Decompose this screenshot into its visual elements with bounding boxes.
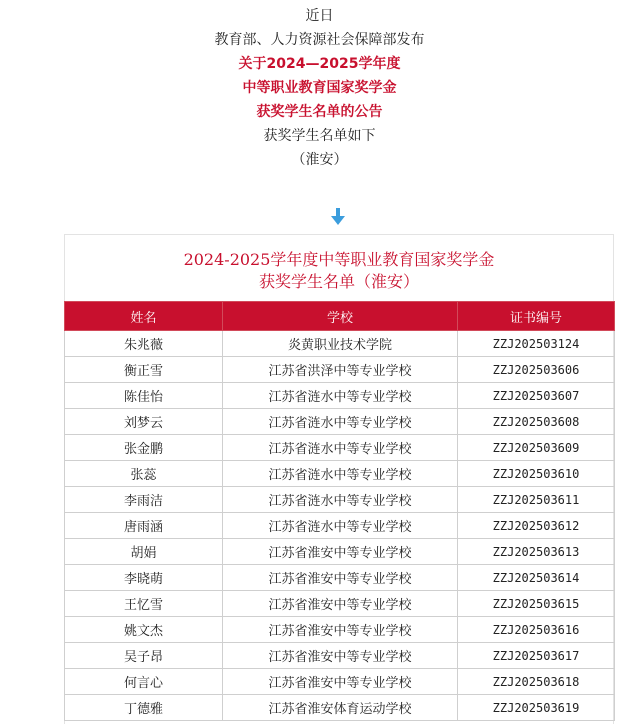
publisher-text: 教育部、人力资源社会保障部发布 [214, 32, 425, 48]
headline-line-3: 获奖学生名单的公告 [256, 104, 383, 120]
certificate-number-cell: ZZJ202503617 [458, 643, 615, 669]
card-title-line-1: 2024-2025学年度中等职业教育国家奖学金 [183, 250, 495, 269]
certificate-number-cell: ZZJ202503608 [458, 409, 615, 435]
student-name-cell: 李晓萌 [65, 565, 223, 591]
certificate-number-cell: ZZJ202503619 [458, 695, 615, 721]
table-row [65, 435, 615, 461]
headline-line-1: 关于2024—2025学年度 [238, 56, 401, 72]
student-name-cell: 唐雨涵 [65, 513, 223, 539]
school-cell: 江苏省涟水中等专业学校 [223, 435, 458, 461]
table-row [65, 617, 615, 643]
table-row [65, 669, 615, 695]
student-name-cell: 朱兆薇 [65, 331, 223, 357]
school-cell: 江苏省洪泽中等专业学校 [223, 357, 458, 383]
table-row [65, 643, 615, 669]
table-row [65, 591, 615, 617]
table-row [65, 513, 615, 539]
certificate-number-cell: ZZJ202503616 [458, 617, 615, 643]
student-name-cell: 刘梦云 [65, 409, 223, 435]
certificate-number-cell: ZZJ202503610 [458, 461, 615, 487]
date-text: 近日 [305, 8, 334, 24]
region-text: （淮安） [291, 152, 348, 168]
school-cell: 炎黄职业技术学院 [223, 331, 458, 357]
down-arrow-icon [330, 208, 346, 226]
school-cell: 江苏省淮安中等专业学校 [223, 669, 458, 695]
student-name-cell: 张蕊 [65, 461, 223, 487]
certificate-number-cell: ZZJ202503609 [458, 435, 615, 461]
school-cell: 江苏省淮安中等专业学校 [223, 643, 458, 669]
certificate-number-cell: ZZJ202503613 [458, 539, 615, 565]
student-name-cell: 吴子昂 [65, 643, 223, 669]
table-row [65, 487, 615, 513]
student-name-cell: 张金鹏 [65, 435, 223, 461]
school-cell: 江苏省淮安体育运动学校 [223, 695, 458, 721]
school-cell: 江苏省涟水中等专业学校 [223, 487, 458, 513]
certificate-number-cell: ZZJ202503618 [458, 669, 615, 695]
certificate-number-cell: ZZJ202503606 [458, 357, 615, 383]
table-row [65, 695, 615, 721]
student-name-cell: 王忆雪 [65, 591, 223, 617]
table-row [65, 409, 615, 435]
school-cell: 江苏省淮安中等专业学校 [223, 539, 458, 565]
table-row [65, 331, 615, 357]
school-cell: 江苏省淮安中等专业学校 [223, 565, 458, 591]
table-row [65, 357, 615, 383]
header-school: 学校 [223, 302, 458, 331]
headline-line-2: 中等职业教育国家奖学金 [242, 80, 397, 96]
table-header-row [65, 302, 615, 331]
list-intro-text: 获奖学生名单如下 [263, 128, 376, 144]
card-title [65, 235, 613, 301]
school-cell: 江苏省涟水中等专业学校 [223, 513, 458, 539]
certificate-number-cell: ZZJ202503607 [458, 383, 615, 409]
award-list-card [64, 234, 614, 724]
certificate-number-cell: ZZJ202503124 [458, 331, 615, 357]
student-name-cell: 衡正雪 [65, 357, 223, 383]
student-name-cell: 胡娟 [65, 539, 223, 565]
student-name-cell: 陈佳怡 [65, 383, 223, 409]
school-cell: 江苏省涟水中等专业学校 [223, 461, 458, 487]
certificate-number-cell: ZZJ202503612 [458, 513, 615, 539]
student-name-cell: 何言心 [65, 669, 223, 695]
student-name-cell: 李雨洁 [65, 487, 223, 513]
student-name-cell: 姚文杰 [65, 617, 223, 643]
table-row [65, 565, 615, 591]
school-cell: 江苏省涟水中等专业学校 [223, 383, 458, 409]
header-certificate: 证书编号 [458, 302, 615, 331]
intro-section [0, 4, 639, 172]
school-cell: 江苏省淮安中等专业学校 [223, 617, 458, 643]
school-cell: 江苏省涟水中等专业学校 [223, 409, 458, 435]
card-title-line-2: 获奖学生名单（淮安） [258, 272, 419, 291]
table-row [65, 383, 615, 409]
table-row [65, 539, 615, 565]
table-row [65, 461, 615, 487]
certificate-number-cell: ZZJ202503615 [458, 591, 615, 617]
award-table [64, 301, 615, 721]
student-name-cell: 丁德雅 [65, 695, 223, 721]
school-cell: 江苏省淮安中等专业学校 [223, 591, 458, 617]
certificate-number-cell: ZZJ202503611 [458, 487, 615, 513]
header-name: 姓名 [65, 302, 223, 331]
certificate-number-cell: ZZJ202503614 [458, 565, 615, 591]
